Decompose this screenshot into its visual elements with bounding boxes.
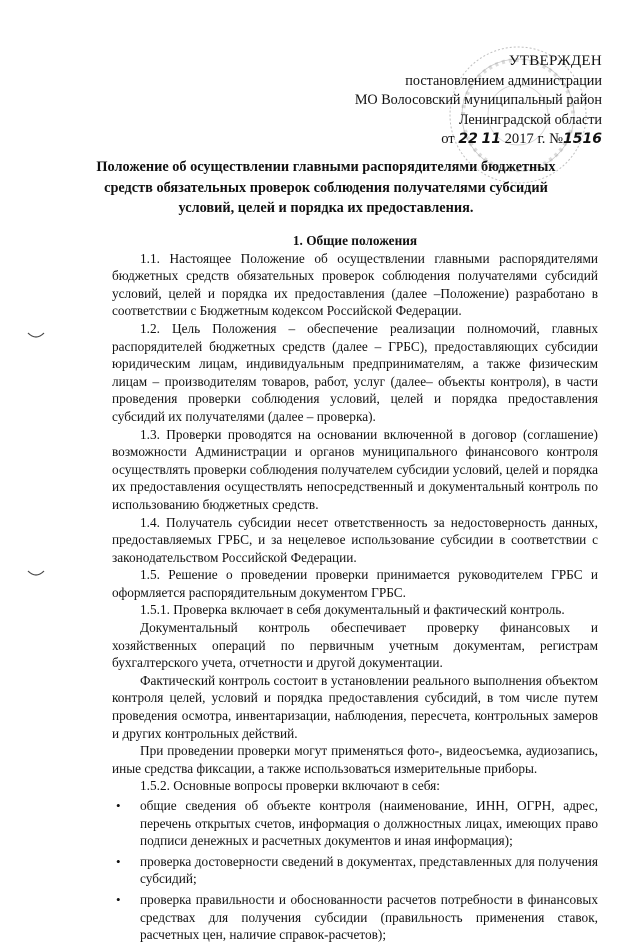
title-line-3: условий, целей и порядка их предоставления. bbox=[178, 200, 474, 216]
section-heading: 1. Общие положения bbox=[292, 233, 418, 248]
handwritten-number: 1516 bbox=[563, 131, 602, 147]
handwritten-day: 22 bbox=[458, 131, 478, 147]
binder-mark-icon bbox=[26, 568, 46, 580]
paragraph-1-5-2: 1.5.2. Основные вопросы проверки включают в себя: bbox=[140, 778, 440, 794]
approval-date-number bbox=[355, 130, 602, 150]
bullet-icon: • bbox=[116, 891, 121, 907]
approval-block bbox=[355, 52, 602, 150]
paragraph-1-5: 1.5. Решение о проведении проверки принимается руководителем ГРБС и оформляется распорядительным документом ГРБС. bbox=[112, 567, 598, 600]
date-prefix: от bbox=[441, 131, 455, 147]
paragraph-1-5-1: 1.5.1. Проверка включает в себя документальный и фактический контроль. bbox=[140, 602, 565, 618]
paragraph-1-4: 1.4. Получатель субсидии несет ответственность за недостоверность данных, предоставляемых ГРБС, и за нецелевое использование субсидии в соответствии с законодательством Российской Федерации. bbox=[112, 514, 598, 565]
approval-line-2: МО Волосовский муниципальный район bbox=[354, 92, 602, 108]
title-line-2: средств обязательных проверок соблюдения получателями субсидий bbox=[104, 179, 548, 196]
list-item bbox=[112, 797, 598, 850]
list-item-text: проверка достоверности сведений в документах, представленных для получения субсидий; bbox=[140, 853, 598, 887]
handwritten-month: 11 bbox=[481, 131, 501, 147]
year-suffix: 2017 г. № bbox=[504, 131, 564, 147]
list-item bbox=[112, 891, 598, 944]
paragraph-1-3: 1.3. Проверки проводятся на основании включенной в договор (соглашение) возможности Администрации и органов муниципального финансового контроля осуществлять проверки соблюдения получателем субсидии условий, целей и порядка их предоставления осуществлять непосредственный и документальный контроль по использованию бюджетных средств. bbox=[112, 426, 598, 512]
document-body bbox=[112, 232, 598, 947]
list-item-text: проверка правильности и обоснованности расчетов потребности в финансовых средствах для получения субсидии (правильность применения ставок, расчетных цен, наличие справок-расчетов); bbox=[140, 891, 598, 943]
list-item bbox=[112, 853, 598, 888]
approval-heading: УТВЕРЖДЕН bbox=[508, 53, 602, 69]
approval-line-1: постановлением администрации bbox=[405, 72, 602, 89]
document-title bbox=[88, 157, 564, 219]
paragraph-1-2: 1.2. Цель Положения – обеспечение реализации полномочий, главных распорядителей бюджетных средств (далее – ГРБС), предоставляющих субсидии юридическим лицам, индивидуальным предпринимателям, а также физическим лицам – производителям товаров, работ, услуг (далее– объекты контроля), в части проведения проверки соблюдения условий, целей и порядка предоставления субсидий их получателями (далее – проверка). bbox=[112, 320, 598, 424]
bullet-icon: • bbox=[116, 853, 121, 869]
title-line-1: Положение об осуществлении главными распорядителями бюджетных bbox=[96, 159, 556, 175]
paragraph-recording-means: При проведении проверки могут применяться фото-, видеосъемка, аудиозапись, иные средства фиксации, а также использоваться измерительные приборы. bbox=[112, 743, 598, 776]
bullet-icon: • bbox=[116, 798, 121, 813]
paragraph-actual-control: Фактический контроль состоит в установлении реального выполнения объектом контроля целей, условий и порядка предоставления субсидий, в том числе путем проведения осмотра, инвентаризации, наблюдения, пересчета, контрольных замеров и других контрольных действий. bbox=[112, 672, 598, 741]
list-item-text: общие сведения об объекте контроля (наименование, ИНН, ОГРН, адрес, перечень открытых счетов, информация о должностных лицах, имеющих право подписи денежных и расчетных документов и иная информация); bbox=[140, 798, 598, 849]
check-questions-list bbox=[112, 797, 598, 944]
paragraph-documentary-control: Документальный контроль обеспечивает проверку финансовых и хозяйственных операций по первичным учетным документам, регистрам бухгалтерского учета, отчетности и другой документации. bbox=[112, 620, 598, 671]
binder-mark-icon bbox=[26, 330, 46, 342]
paragraph-1-1: 1.1. Настоящее Положение об осуществлении главными распорядителями бюджетных средств обязательных проверок соблюдения получателями субсидий условий, целей и порядка их предоставления (далее –Положение) разработано в соответствии с Бюджетным кодексом Российской Федерации. bbox=[112, 250, 598, 319]
approval-line-3: Ленинградской области bbox=[458, 111, 602, 128]
